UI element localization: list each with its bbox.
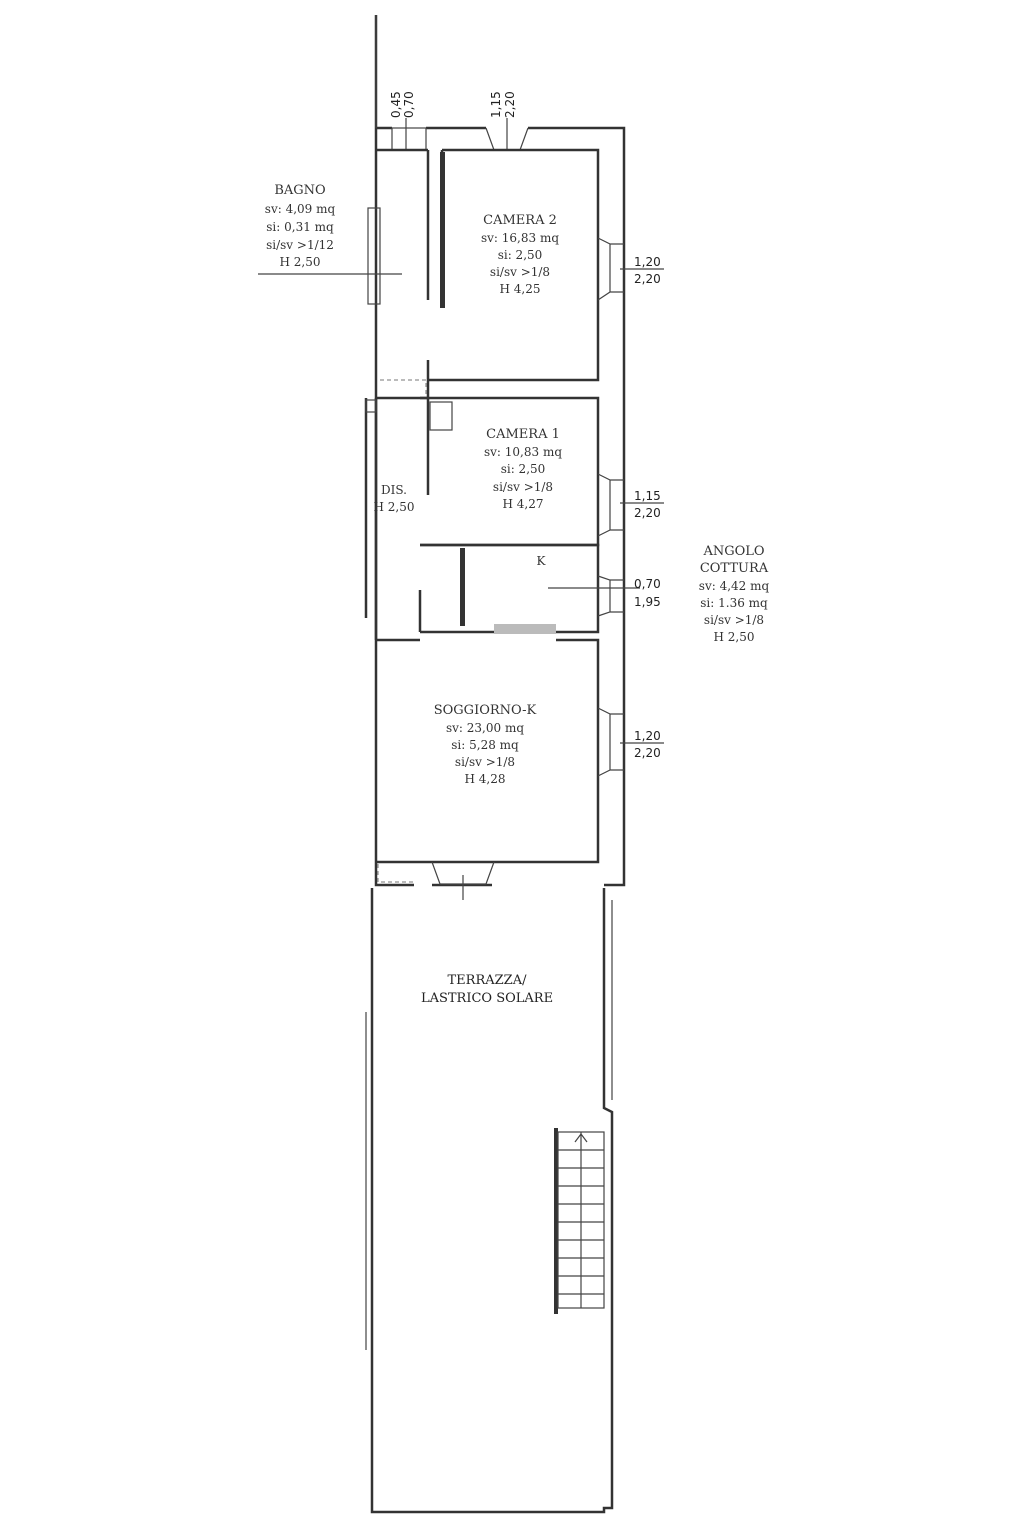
camera2-h: H 4,25 bbox=[499, 282, 541, 296]
dim-sogg-b: 2,20 bbox=[634, 746, 661, 760]
dim-kitchen-window bbox=[634, 577, 661, 609]
dim-cam2-b: 2,20 bbox=[634, 272, 661, 286]
top-window-left bbox=[392, 128, 426, 150]
soggiorno-h: H 4,28 bbox=[464, 772, 506, 786]
dim-k-a: 0,70 bbox=[634, 577, 661, 591]
label-dis bbox=[374, 483, 415, 514]
angolo-name-2: COTTURA bbox=[699, 561, 769, 576]
camera1-door-swing bbox=[430, 402, 452, 430]
soggiorno-sv: sv: 23,00 mq bbox=[445, 721, 525, 735]
dim-k-b: 1,95 bbox=[634, 595, 661, 609]
angolo-ratio: si/sv >1/8 bbox=[703, 613, 765, 627]
terrazza-name-1: TERRAZZA/ bbox=[447, 973, 527, 988]
dis-h: H 2,50 bbox=[373, 500, 415, 514]
camera2-name: CAMERA 2 bbox=[483, 213, 557, 228]
dis-column bbox=[366, 400, 376, 412]
dim-soggiorno-window bbox=[620, 729, 664, 760]
camera2-closet bbox=[440, 152, 445, 308]
angolo-sv: sv: 4,42 mq bbox=[698, 579, 770, 593]
label-terrazza bbox=[421, 973, 553, 1006]
dim-top-left bbox=[389, 91, 416, 118]
bagno-name: BAGNO bbox=[274, 183, 326, 198]
camera1-ratio: si/sv >1/8 bbox=[492, 480, 554, 494]
label-soggiorno bbox=[434, 703, 537, 786]
soggiorno-window bbox=[598, 708, 624, 776]
dim-top-left-b: 0,70 bbox=[402, 91, 416, 118]
terrazza-name-2: LASTRICO SOLARE bbox=[420, 991, 554, 1006]
kitchen-mark: K bbox=[536, 554, 546, 568]
dim-sogg-a: 1,20 bbox=[634, 729, 661, 743]
angolo-h: H 2,50 bbox=[713, 630, 755, 644]
bagno-window bbox=[368, 208, 380, 304]
dis-name: DIS. bbox=[381, 483, 407, 497]
dim-top-left-a: 0,45 bbox=[389, 91, 403, 118]
bagno-si: si: 0,31 mq bbox=[266, 220, 334, 234]
kitchen-hatch bbox=[494, 624, 556, 634]
soggiorno-door bbox=[378, 864, 414, 882]
camera2-ratio: si/sv >1/8 bbox=[489, 265, 551, 279]
terrace-door bbox=[432, 862, 494, 900]
label-camera1 bbox=[484, 427, 562, 511]
stairs bbox=[554, 1128, 604, 1314]
camera1-si: si: 2,50 bbox=[500, 462, 546, 476]
dim-cam2-a: 1,20 bbox=[634, 255, 661, 269]
dim-top-mid-b: 2,20 bbox=[503, 91, 517, 118]
dim-camera2-window bbox=[620, 255, 664, 286]
dim-cam1-a: 1,15 bbox=[634, 489, 661, 503]
angolo-name-1: ANGOLO bbox=[703, 544, 765, 559]
soggiorno-ratio: si/sv >1/8 bbox=[454, 755, 516, 769]
dim-camera1-window bbox=[620, 489, 664, 520]
camera1-name: CAMERA 1 bbox=[486, 427, 560, 442]
bagno-door bbox=[380, 380, 426, 398]
label-angolo-cottura bbox=[699, 544, 770, 644]
camera1-sv: sv: 10,83 mq bbox=[483, 445, 563, 459]
soggiorno-si: si: 5,28 mq bbox=[451, 738, 519, 752]
camera2-si: si: 2,50 bbox=[497, 248, 543, 262]
dim-top-mid-a: 1,15 bbox=[489, 91, 503, 118]
angolo-si: si: 1.36 mq bbox=[700, 596, 768, 610]
dim-top-mid bbox=[489, 91, 517, 118]
camera1-window bbox=[598, 474, 624, 536]
dim-cam1-b: 2,20 bbox=[634, 506, 661, 520]
dis-walls bbox=[366, 398, 376, 640]
bagno-sv: sv: 4,09 mq bbox=[264, 202, 336, 216]
bagno-ratio: si/sv >1/12 bbox=[266, 238, 334, 252]
kitchen-window bbox=[598, 576, 624, 616]
bagno-h: H 2,50 bbox=[279, 255, 321, 269]
camera1-h: H 4,27 bbox=[502, 497, 544, 511]
soggiorno-name: SOGGIORNO-K bbox=[433, 703, 537, 718]
camera2-sv: sv: 16,83 mq bbox=[480, 231, 560, 245]
label-bagno bbox=[265, 183, 336, 269]
kitchen-counter bbox=[460, 548, 465, 626]
label-camera2 bbox=[481, 213, 559, 296]
